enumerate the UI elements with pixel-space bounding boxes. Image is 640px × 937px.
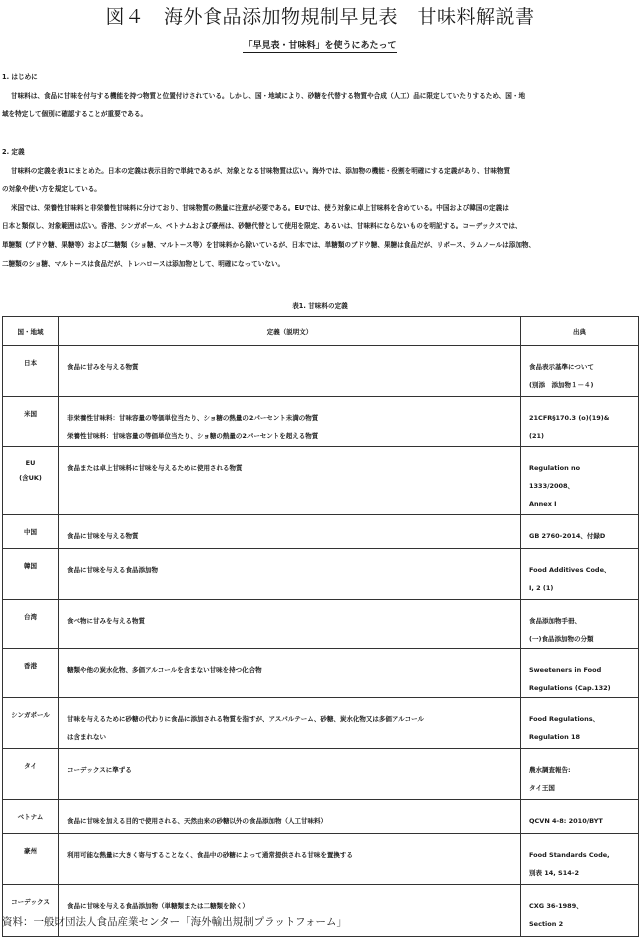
definition-cell — [59, 447, 521, 515]
source-cell-line: Section 2 — [529, 920, 564, 928]
source-cell-line: Annex I — [529, 500, 557, 508]
source-cell-line: I, 2 (1) — [529, 584, 554, 592]
source-cell — [521, 346, 639, 397]
table-row — [3, 397, 639, 447]
definition-cell-line: は含まれない — [67, 733, 106, 741]
table-row — [3, 834, 639, 885]
table-caption: 表1. 甘味料の定義 — [292, 302, 348, 310]
definition-cell-line: 食品または卓上甘味料に甘味を与えるために使用される物質 — [67, 464, 243, 472]
definition-cell-line: 食品に甘味を与える物質 — [67, 532, 139, 540]
source-cell — [521, 885, 639, 937]
definition-cell — [59, 649, 521, 698]
region-cell — [3, 397, 59, 447]
source-cell — [521, 749, 639, 800]
table-row — [3, 600, 639, 649]
table-row — [3, 346, 639, 397]
source-cell-line: タイ王国 — [529, 784, 555, 792]
source-cell-line: CXG 36-1989、 — [529, 902, 583, 910]
source-cell-line: 食品表示基準について — [529, 363, 594, 371]
paragraph-line: 日本と類似し、対象範囲は広い。香港、シンガポール、ベトナムおよび豪州は、砂糖代替として使用を限定、あるいは、甘味料にならないものを明記する。コーデックスでは、 — [2, 222, 522, 231]
header-definition: 定義（説明文） — [59, 317, 521, 346]
definition-cell — [59, 515, 521, 549]
region-cell-line: タイ — [24, 762, 37, 770]
source-cell-line: Regulation no — [529, 464, 581, 472]
section-heading: 1. はじめに — [2, 73, 38, 81]
page-subtitle — [0, 38, 640, 51]
paragraph-line: 米国では、栄養性甘味料と非栄養性甘味料に分けており、甘味物質の熱量に注意が必要である。EUでは、使う対象に卓上甘味料を含めている。中国および韓国の定義は — [11, 203, 509, 212]
definition-cell — [59, 397, 521, 447]
region-cell-line: EU — [25, 459, 36, 467]
definition-cell-line: 食品に甘味を加える目的で使用される、天然由来の砂糖以外の食品添加物（人工甘味料） — [67, 817, 327, 825]
table-row — [3, 749, 639, 800]
region-cell — [3, 549, 59, 600]
region-cell — [3, 515, 59, 549]
region-cell — [3, 447, 59, 515]
source-cell-line: 1333/2008、 — [529, 482, 575, 490]
source-cell-line: (別添 添加物１－４) — [529, 381, 594, 389]
source-cell — [521, 834, 639, 885]
source-cell-line: QCVN 4-8: 2010/BYT — [529, 817, 603, 825]
definition-cell-line: 食品に甘みを与える物質 — [67, 363, 139, 371]
source-note: 資料：一般財団法人食品産業センター「海外輸出規制プラットフォーム」 — [2, 916, 348, 928]
region-cell-line: 中国 — [24, 528, 37, 536]
definition-cell-line: 利用可能な熱量に大きく寄与することなく、食品中の砂糖によって通常提供される甘味を置換する — [67, 851, 353, 859]
definition-cell-line: 糖類や他の炭水化物、多価アルコールを含まない甘味を持つ化合物 — [67, 666, 262, 674]
definition-cell — [59, 549, 521, 600]
table-row — [3, 549, 639, 600]
source-cell — [521, 549, 639, 600]
source-cell — [521, 447, 639, 515]
paragraph-line: 甘味料の定義を表1にまとめた。日本の定義は表示目的で単純であるが、対象となる甘味物質は広い。海外では、添加物の機能・役割を明確にする定義があり、甘味物質 — [11, 166, 511, 175]
paragraph-line: 単糖類（ブドウ糖、果糖等）および二糖類（ショ糖、マルトース等）を甘味料から除いているが、日本では、単糖類のブドウ糖、果糖は食品だが、リボース、ラムノールは添加物、 — [2, 240, 536, 249]
definition-cell-line: 栄養性甘味料：甘味容量の等価単位当たり、ショ糖の熱量の2パーセントを超える物質 — [67, 432, 319, 440]
definition-cell — [59, 749, 521, 800]
paragraph-line: 二糖類のショ糖、マルトースは食品だが、トレハロースは添加物として、明確になっていない。 — [2, 259, 285, 268]
region-cell-line: 日本 — [24, 359, 37, 367]
region-cell — [3, 834, 59, 885]
source-cell-line: 21CFR§170.3 (o)(19)& — [529, 414, 610, 422]
source-cell-line: Regulation 18 — [529, 733, 581, 741]
region-cell-line: (含UK) — [19, 474, 42, 482]
subtitle-text: 「早見表・甘味料」を使うにあたって — [243, 41, 397, 51]
region-cell-line: 豪州 — [24, 847, 37, 855]
region-cell-line: シンガポール — [11, 711, 50, 719]
table-row — [3, 447, 639, 515]
source-cell — [521, 698, 639, 749]
paragraph-line: の対象や使い方を規定している。 — [2, 185, 101, 194]
table-row — [3, 649, 639, 698]
region-cell-line: 韓国 — [24, 562, 37, 570]
region-cell-line: コーデックス — [11, 898, 50, 906]
definition-cell-line: 甘味を与えるために砂糖の代わりに食品に添加される物質を指すが、アスパルテーム、砂糖、炭水化物又は多価アルコール — [67, 715, 425, 723]
definition-cell-line: 食べ物に甘みを与える物質 — [67, 617, 145, 625]
region-cell-line: ベトナム — [17, 813, 44, 821]
table-row — [3, 800, 639, 834]
region-cell-line: 米国 — [24, 410, 37, 418]
region-cell — [3, 698, 59, 749]
definition-cell — [59, 346, 521, 397]
source-cell-line: Regulations (Cap.132) — [529, 684, 611, 692]
source-cell-line: 食品添加物手冊、 — [529, 617, 581, 625]
region-cell — [3, 749, 59, 800]
table-header-row — [3, 317, 639, 346]
definition-cell-line: 食品に甘味を与える食品添加物（単糖類または二糖類を除く） — [67, 902, 249, 910]
paragraph-line: 域を特定して個別に確認することが重要である。 — [2, 110, 148, 119]
paragraph-line: 甘味料は、食品に甘味を付与する機能を持つ物質と位置付けされている。しかし、国・地域により、砂糖を代替する物質や合成（人工）品に限定していたりするため、国・地 — [11, 91, 526, 100]
source-cell-line: (一)食品添加物の分類 — [529, 635, 594, 643]
source-cell-line: Food Regulations、 — [529, 715, 600, 723]
region-cell-line: 台湾 — [24, 613, 37, 621]
table-row — [3, 698, 639, 749]
region-cell — [3, 800, 59, 834]
region-cell — [3, 649, 59, 698]
region-cell-line: 香港 — [24, 662, 37, 670]
definition-cell-line: 非栄養性甘味料：甘味容量の等価単位当たり、ショ糖の熱量の2パーセント未満の物質 — [67, 414, 319, 422]
source-cell-line: Food Standards Code, — [529, 851, 610, 859]
definition-cell-line: 食品に甘味を与える食品添加物 — [67, 566, 158, 574]
section-heading: 2. 定義 — [2, 148, 25, 156]
source-cell — [521, 515, 639, 549]
definition-cell — [59, 800, 521, 834]
definition-cell — [59, 834, 521, 885]
source-cell — [521, 800, 639, 834]
header-region: 国・地域 — [3, 317, 59, 346]
source-cell-line: Sweeteners in Food — [529, 666, 602, 674]
source-cell — [521, 397, 639, 447]
source-cell-line: 農水調査報告: — [529, 766, 571, 774]
source-cell-line: Food Additives Code、 — [529, 566, 611, 574]
definition-cell — [59, 600, 521, 649]
source-cell — [521, 600, 639, 649]
sweetener-definition-table — [2, 316, 639, 937]
source-cell-line: GB 2760-2014、付録D — [529, 532, 606, 540]
source-cell-line: 別表 14, S14-2 — [529, 869, 579, 877]
region-cell — [3, 600, 59, 649]
definition-cell-line: コーデックスに準ずる — [67, 766, 132, 774]
source-cell-line: (21) — [529, 432, 544, 440]
page-title: 図４ 海外食品添加物規制早見表 甘味料解説書 — [105, 6, 535, 28]
section-introduction — [2, 68, 638, 124]
definition-cell — [59, 698, 521, 749]
section-definition — [2, 143, 638, 273]
table-row — [3, 515, 639, 549]
header-source: 出典 — [521, 317, 639, 346]
source-cell — [521, 649, 639, 698]
region-cell — [3, 346, 59, 397]
